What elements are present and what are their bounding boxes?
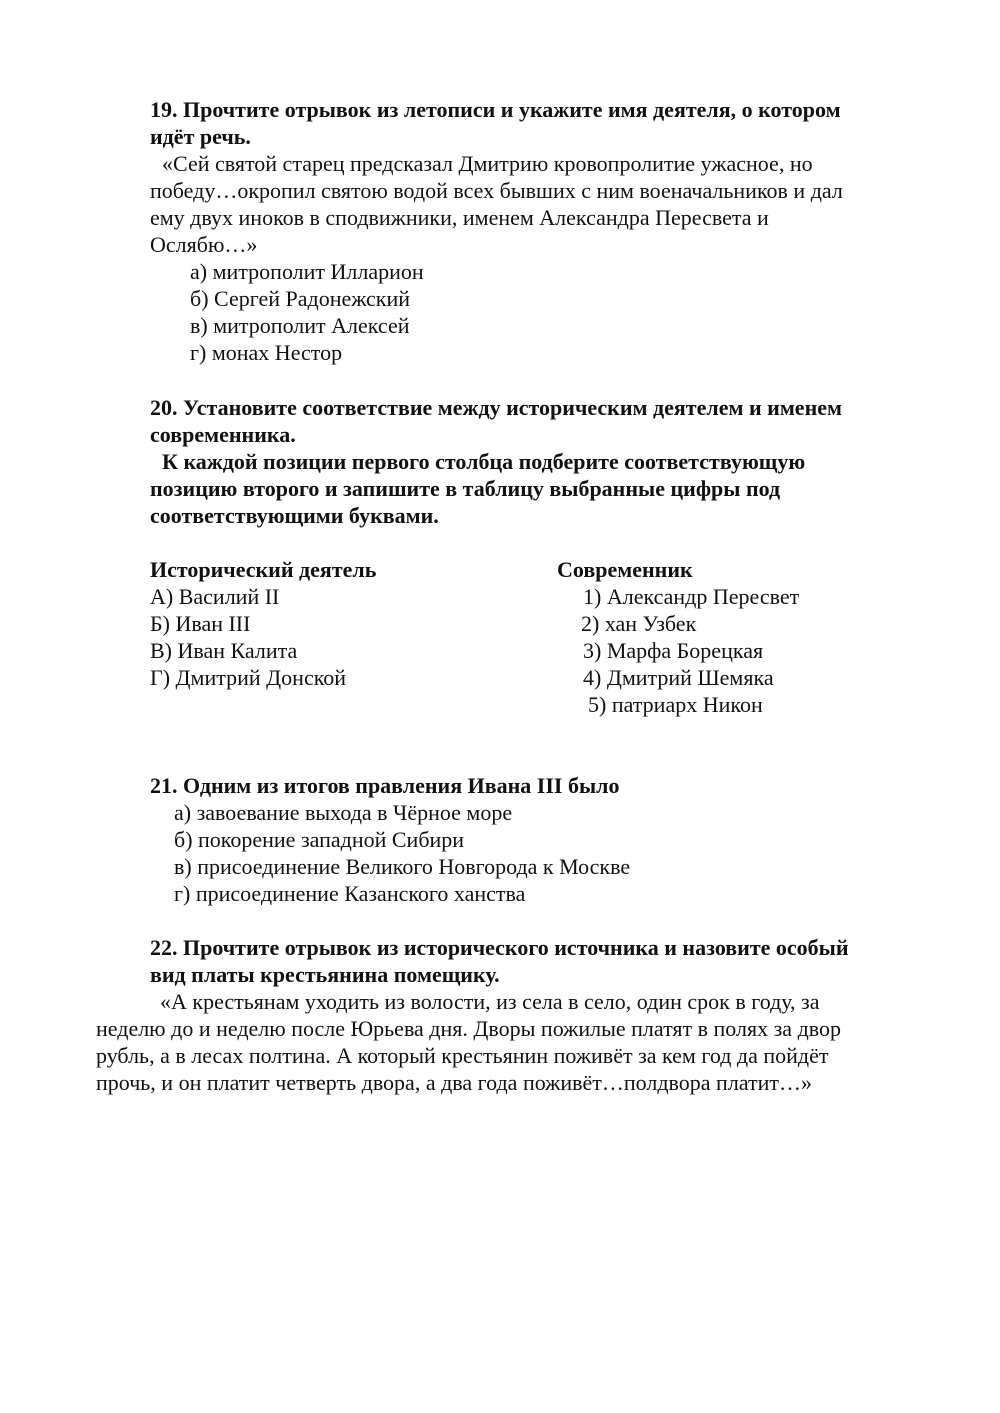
q21-option-c: в) присоединение Великого Новгорода к Москве — [174, 854, 631, 879]
q22-text-line-4: прочь, и он платит четверть двора, а два года поживёт…полдвора платит…» — [96, 1070, 813, 1095]
q21-option-d: г) присоединение Казанского ханства — [174, 881, 526, 906]
q22-title-line-1: 22. Прочтите отрывок из исторического источника и назовите особый — [150, 935, 849, 960]
q19-quote-line-2: победу…окропил святою водой всех бывших с ним военачальников и дал — [150, 178, 843, 203]
q21-option-b: б) покорение западной Сибири — [174, 827, 465, 852]
q19-quote-line-3: ему двух иноков в сподвижники, именем Александра Пересвета и — [150, 205, 769, 230]
q19-title-line-1: 19. Прочтите отрывок из летописи и укажите имя деятеля, о котором — [150, 97, 841, 122]
q20-figure-a: А) Василий II — [150, 584, 280, 609]
q21-title: 21. Одним из итогов правления Ивана III было — [150, 773, 620, 798]
q20-title-line-2: современника. — [150, 422, 296, 447]
q19-option-c: в) митрополит Алексей — [190, 313, 410, 338]
q20-contemporary-5: 5) патриарх Никон — [588, 692, 763, 717]
q21-option-a: а) завоевание выхода в Чёрное море — [174, 800, 513, 825]
q19-quote-line-4: Ослябю…» — [150, 232, 258, 257]
q20-figure-b: Б) Иван III — [150, 611, 251, 636]
q20-contemporary-1: 1) Александр Пересвет — [583, 584, 800, 609]
q20-contemporary-3: 3) Марфа Борецкая — [583, 638, 764, 663]
q19-option-b: б) Сергей Радонежский — [190, 286, 411, 311]
q20-column-2-header: Современник — [557, 557, 693, 582]
q20-figure-c: В) Иван Калита — [150, 638, 298, 663]
q22-text-line-2: неделю до и неделю после Юрьева дня. Дворы пожилые платят в полях за двор — [96, 1016, 842, 1041]
q20-figure-d: Г) Дмитрий Донской — [150, 665, 347, 690]
q20-instruction-line-1: К каждой позиции первого столбца подберите соответствующую — [162, 449, 806, 474]
q22-text-line-1: «А крестьянам уходить из волости, из села в село, один срок в году, за — [160, 989, 820, 1014]
q20-contemporary-2: 2) хан Узбек — [581, 611, 697, 636]
q19-option-d: г) монах Нестор — [190, 340, 343, 365]
q20-instruction-line-2: позицию второго и запишите в таблицу выбранные цифры под — [150, 476, 781, 501]
q20-title-line-1: 20. Установите соответствие между историческим деятелем и именем — [150, 395, 842, 420]
q20-column-1-header: Исторический деятель — [150, 557, 377, 582]
q22-text-line-3: рубль, а в лесах полтина. А который крестьянин поживёт за кем год да пойдёт — [96, 1043, 829, 1068]
q19-title-line-2: идёт речь. — [150, 124, 251, 149]
q20-contemporary-4: 4) Дмитрий Шемяка — [583, 665, 774, 690]
q20-instruction-line-3: соответствующими буквами. — [150, 503, 439, 528]
q19-quote-line-1: «Сей святой старец предсказал Дмитрию кровопролитие ужасное, но — [162, 151, 813, 176]
q19-option-a: а) митрополит Илларион — [190, 259, 424, 284]
q22-title-line-2: вид платы крестьянина помещику. — [150, 962, 500, 987]
